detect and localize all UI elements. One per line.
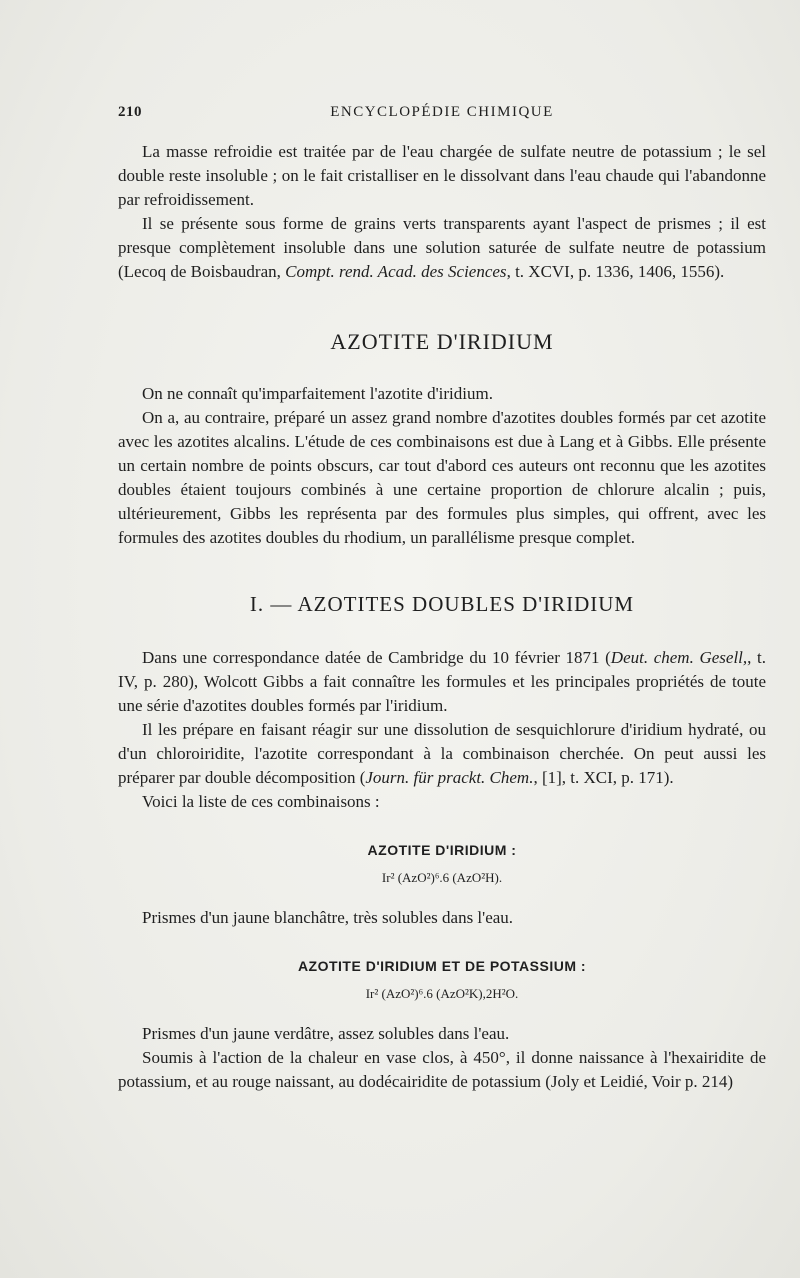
compound-formula-2: Ir² (AzO²)⁶.6 (AzO²K),2H²O.	[365, 986, 519, 1001]
page-body	[118, 140, 766, 1094]
intro-paragraph-2	[118, 212, 766, 284]
doubles-paragraph-1	[118, 646, 766, 718]
intro-paragraph-1: La masse refroidie est traitée par de l'eau chargée de sulfate neutre de potassium ; le sel double reste insoluble ; on le fait cristalliser en le dissolvant dans l'eau chaude qui l'abandonne par refroidissement.	[118, 142, 766, 209]
doubles-p2-text-end: , [1], t. XCI, p. 171).	[533, 768, 674, 787]
section-title-azotite: AZOTITE D'IRIDIUM	[330, 329, 554, 354]
intro-p2-text: Il se présente sous forme de grains verts transparents ayant l'aspect de prismes ; il est presque complètement insoluble dans une solution saturée de sulfate neutre de potassium (Lecoq de Boisbaudran,	[118, 214, 766, 281]
doubles-p1-text-end: , t. IV, p. 280), Wolcott Gibbs a fait connaître les formules et les principales propriétés de toute une série d'azotites doubles formés par l'iridium.	[118, 648, 766, 715]
doubles-p2-reference: Journ. für prackt. Chem.	[365, 768, 534, 787]
section-title-azotites-doubles: I. — AZOTITES DOUBLES D'IRIDIUM	[249, 592, 635, 616]
azotite-paragraph-2: On a, au contraire, préparé un assez grand nombre d'azotites doubles formés par cet azotite avec les azotites alcalins. L'étude de ces combinaisons est due à Lang et à Gibbs. Elle présente un certain nombre de points obscurs, car tout d'abord ces auteurs ont reconnu que les azotites doubles étaient toujours combinés à une certaine proportion de chlorure alcalin ; puis, ultérieurement, Gibbs les représenta par des formules plus simples, qui offrent, avec les formules des azotites doubles du rhodium, un parallélisme presque complet.	[118, 408, 766, 547]
page-number: 210	[118, 104, 142, 120]
compound-extra-2: Soumis à l'action de la chaleur en vase clos, à 450°, il donne naissance à l'hexairidite de potassium, et au rouge naissant, au dodécairidite de potassium (Joly et Leidié, Voir p. 214)	[118, 1048, 766, 1091]
intro-p2-reference: Compt. rend. Acad. des Sciences	[285, 262, 507, 281]
doubles-paragraph-2	[118, 718, 766, 790]
compound-description-1: Prismes d'un jaune blanchâtre, très solubles dans l'eau.	[142, 908, 514, 927]
doubles-p1-reference: Deut. chem. Gesell,	[610, 648, 748, 667]
page-header	[118, 104, 766, 124]
compound-formula-1: Ir² (AzO²)⁶.6 (AzO²H).	[381, 870, 503, 885]
azotite-paragraph-1: On ne connaît qu'imparfaitement l'azotite d'iridium.	[142, 384, 493, 403]
compound-title-1: AZOTITE D'IRIDIUM :	[367, 842, 517, 858]
doubles-p2-text: Il les prépare en faisant réagir sur une dissolution de sesquichlorure d'iridium hydraté, ou d'un chloroiridite, l'azotite correspondant à la combinaison cherchée. On peut aussi les préparer par double décomposition (	[118, 720, 766, 787]
compound-title-2: AZOTITE D'IRIDIUM ET DE POTASSIUM :	[297, 958, 587, 974]
doubles-p1-text: Dans une correspondance datée de Cambridge du 10 février 1871 (	[142, 648, 611, 667]
doubles-paragraph-3: Voici la liste de ces combinaisons :	[142, 792, 380, 811]
compound-description-2: Prismes d'un jaune verdâtre, assez solubles dans l'eau.	[142, 1024, 510, 1043]
running-title: ENCYCLOPÉDIE CHIMIQUE	[330, 104, 554, 120]
intro-p2-text-end: , t. XCVI, p. 1336, 1406, 1556).	[506, 262, 725, 281]
